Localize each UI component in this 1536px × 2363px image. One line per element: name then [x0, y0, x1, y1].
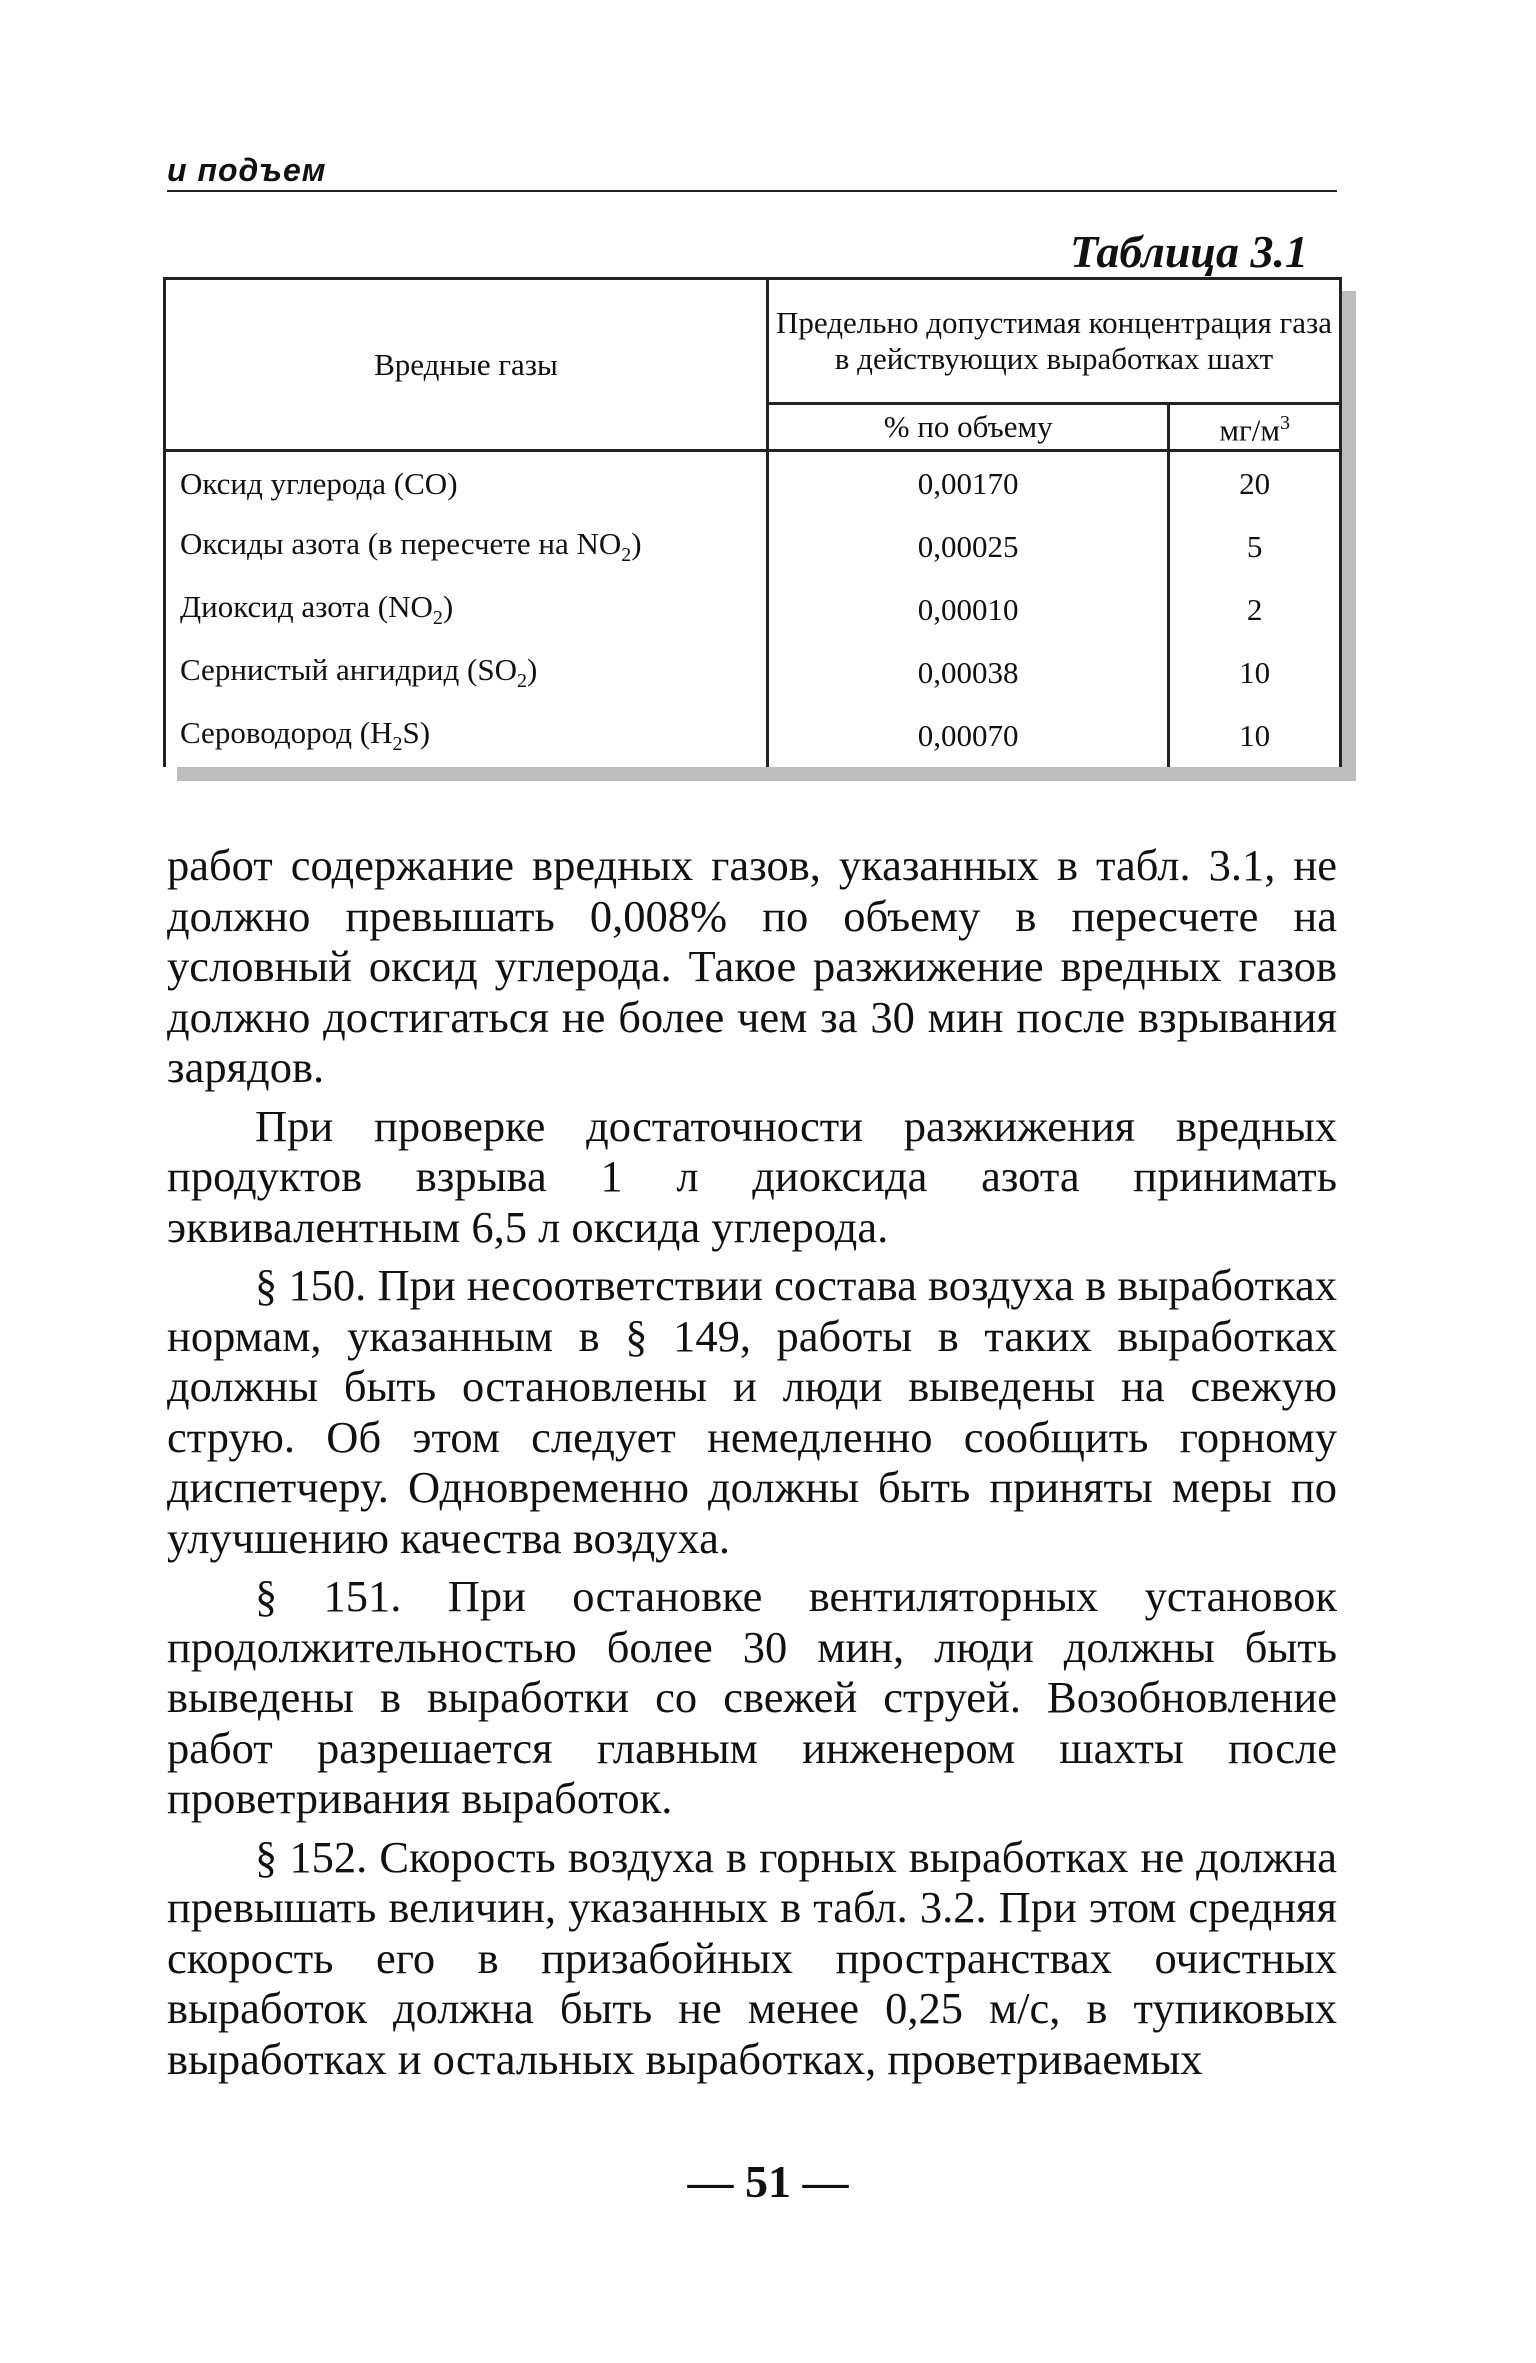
gas-name: Оксиды азота (в пересчете на $NO_2$) [165, 515, 768, 578]
running-header [167, 150, 1337, 192]
paragraph: § 150. При несоответствии состава воздуха в выработках нормам, указанным в § 149, работы в таких выработках должны быть остановлены и люди выведены на свежую струю. Об этом следует немедленно сообщить горному диспетчеру. Одновременно должны быть приняты меры по улучшению качества воздуха. [167, 1260, 1337, 1563]
running-title: и подъем [167, 152, 327, 188]
paragraph: При проверке достаточности разжижения вредных продуктов взрыва 1 л диоксида азота принимать эквивалентным 6,5 л оксида углерода. [167, 1100, 1337, 1252]
gas-mg: 5 [1169, 515, 1341, 578]
gas-volume: 0,00025 [768, 515, 1169, 578]
gas-volume: 0,00010 [768, 578, 1169, 641]
gas-name: Сернистый ангидрид $(SO_2)$ [165, 641, 768, 704]
table-row [165, 641, 1341, 704]
table-row [165, 578, 1341, 641]
gas-mg: 10 [1169, 704, 1341, 767]
body-text [167, 840, 1337, 2092]
paragraph: § 152. Скорость воздуха в горных выработках не должна превышать величин, указанных в табл. 3.2. При этом средняя скорость его в призабойных пространствах очистных выработок должна быть не менее 0,25 м/с, в тупиковых выработках и остальных выработках, проветриваемых [167, 1831, 1337, 2084]
header-mg-m3: $мг/м^3$ [1169, 404, 1341, 451]
table-row [165, 704, 1341, 767]
gas-volume: 0,00170 [768, 451, 1169, 516]
paragraph: работ содержание вредных газов, указанных в табл. 3.1, не должно превышать 0,008% по объему в пересчете на условный оксид углерода. Такое разжижение вредных газов должно достигаться не более чем за 30 мин после взрывания зарядов. [167, 840, 1337, 1092]
header-max-concentration: Предельно допустимая концентрация газа в действующих выработках шахт [768, 279, 1341, 404]
gas-name: Оксид углерода (CO) [165, 451, 768, 516]
gas-table [163, 277, 1342, 767]
gas-name: Диоксид азота $(NO_2)$ [165, 578, 768, 641]
gas-mg: 2 [1169, 578, 1341, 641]
gas-volume: 0,00070 [768, 704, 1169, 767]
header-harmful-gases: Вредные газы [165, 279, 768, 451]
paragraph: § 151. При остановке вентиляторных установок продолжительностью более 30 мин, люди должны быть выведены в выработки со свежей струей. Возобновление работ разрешается главным инженером шахты после проветривания выработок. [167, 1571, 1337, 1823]
gas-name: Сероводород $(H_2S)$ [165, 704, 768, 767]
table-caption: Таблица 3.1 [1070, 226, 1309, 277]
gas-volume: 0,00038 [768, 641, 1169, 704]
page-number: — 51 — [687, 2156, 849, 2207]
table-row [165, 515, 1341, 578]
header-percent-volume: % по объему [768, 404, 1169, 451]
gas-mg: 10 [1169, 641, 1341, 704]
gas-mg: 20 [1169, 451, 1341, 516]
table-row [165, 451, 1341, 516]
